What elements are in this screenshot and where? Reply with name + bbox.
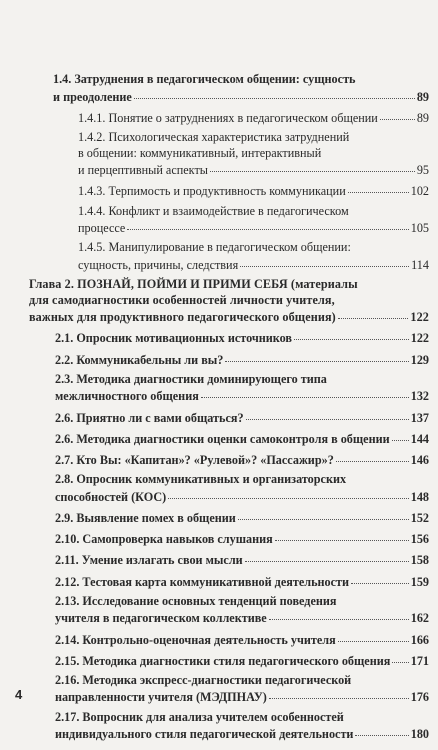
toc-entry-text: 2.15. Методика диагностики стиля педагогического общения [55, 653, 391, 668]
toc-entry-last-line [55, 725, 429, 743]
toc-entry [0, 182, 438, 200]
toc-entry-last-line [78, 256, 429, 274]
toc-entry-text: 2.7. Кто Вы: «Капитан»? «Рулевой»? «Пассажир»? [55, 453, 334, 467]
toc-entry-last-line [55, 609, 429, 627]
toc-page-number: 122 [410, 331, 429, 346]
toc-page-number: 159 [410, 574, 429, 589]
toc-entry [0, 509, 438, 527]
toc-entry-last-line [55, 631, 429, 649]
toc-chapter-entry [0, 277, 438, 326]
dot-leader [336, 449, 409, 462]
toc-page-number: 105 [410, 221, 429, 236]
toc-entry-text: и преодоление [53, 89, 132, 104]
toc-entry-text: 2.2. Коммуникабельны ли вы? [55, 352, 224, 367]
toc-entry-text: для самодиагностики особенностей личности учителя, [29, 292, 335, 307]
toc-entry-text: 1.4.3. Терпимость и продуктивность коммуникации [78, 184, 346, 199]
dot-leader [338, 629, 409, 642]
dot-leader [351, 571, 409, 584]
toc-entry-text: 2.10. Самопроверка навыков слушания [55, 532, 273, 547]
toc-entry [0, 530, 438, 548]
toc-entry-last-line [78, 109, 429, 127]
toc-entry-last-line [55, 430, 429, 448]
dot-leader [240, 254, 409, 267]
toc-entry [0, 351, 438, 369]
toc-entry-text: способностей (КОС) [55, 489, 167, 504]
toc-page-number: 148 [410, 489, 429, 504]
dot-leader [168, 486, 409, 499]
toc-entry [0, 72, 438, 105]
toc-entry-text: учителя в педагогическом коллективе [55, 611, 267, 626]
toc-entry-text: сущность, причины, следствия [78, 257, 239, 272]
toc-entry-text: 2.14. Контрольно-оценочная деятельность учителя [55, 632, 336, 647]
toc-entry-last-line [78, 219, 429, 237]
toc-entry-last-line [55, 488, 429, 506]
toc-entry-last-line [55, 509, 429, 527]
toc-entry-last-line [55, 688, 429, 706]
dot-leader [355, 723, 408, 736]
toc-entry [0, 710, 438, 743]
dot-leader [269, 686, 409, 699]
toc-entry [0, 130, 438, 179]
toc-entry-text: в общении: коммуникативный, интерактивный [78, 145, 322, 160]
toc-entry-text: 1.4. Затруднения в педагогическом общении: сущность [53, 72, 356, 86]
toc-entry-last-line [55, 387, 429, 405]
toc-entry-last-line [55, 530, 429, 548]
dot-leader [380, 107, 415, 120]
toc-page-number: 102 [410, 184, 429, 199]
toc-entry [0, 673, 438, 706]
toc-entry-text: 2.1. Опросник мотивационных источников [55, 331, 293, 346]
toc-page-number: 89 [416, 110, 429, 125]
toc-entry-text: 2.8. Опросник коммуникативных и организаторских [55, 472, 347, 487]
toc-entry [0, 409, 438, 427]
toc-entry-last-line [55, 573, 429, 591]
toc-page-number: 129 [410, 352, 429, 367]
toc-entry-text: 1.4.2. Психологическая характеристика затруднений [78, 129, 350, 144]
dot-leader [294, 327, 409, 340]
toc-entry-text: и перцептивный аспекты [78, 163, 208, 178]
toc-entry [0, 594, 438, 627]
toc-entry-text: межличностного общения [55, 389, 199, 404]
toc-entry [0, 109, 438, 127]
toc-entry [0, 551, 438, 569]
dot-leader [338, 306, 409, 319]
toc-page-number: 95 [416, 163, 429, 178]
toc-entry [0, 204, 438, 237]
dot-leader [238, 507, 409, 520]
toc-page-number: 146 [410, 453, 429, 467]
toc-entry [0, 372, 438, 405]
toc-page-number: 89 [416, 89, 429, 104]
toc-entry-last-line [29, 308, 429, 326]
dot-leader [246, 407, 409, 420]
toc-entry-last-line [78, 182, 429, 200]
toc-entry-last-line [55, 551, 429, 569]
dot-leader [210, 159, 415, 172]
dot-leader [225, 349, 408, 362]
toc-page-number: 162 [410, 611, 429, 626]
toc-entry-text: 2.9. Выявление помех в общении [55, 510, 236, 525]
toc-entry [0, 472, 438, 505]
toc-page-number: 114 [411, 257, 429, 272]
dot-leader [348, 180, 409, 193]
toc-entry-text: направленности учителя (МЭДПНАУ) [55, 690, 267, 705]
toc-entry-text: 2.6. Методика диагностики оценки самоконтроля в общении [55, 431, 390, 446]
toc-page-number: 171 [410, 653, 429, 668]
toc-entry-text: 1.4.5. Манипулирование в педагогическом общении: [78, 240, 351, 255]
toc-entry-text: Глава 2. ПОЗНАЙ, ПОЙМИ И ПРИМИ СЕБЯ (материалы [29, 277, 358, 292]
toc-entry-last-line [55, 409, 429, 427]
toc-entry-text: 2.16. Методика экспресс-диагностики педагогической [55, 672, 352, 687]
toc-entry [0, 240, 438, 273]
toc-entry-text: 1.4.1. Понятие о затруднениях в педагогическом общении [78, 110, 378, 125]
toc-entry-last-line [55, 451, 429, 469]
toc-page-number: 122 [410, 310, 429, 325]
dot-leader [269, 607, 409, 620]
toc-entry-text: 2.6. Приятно ли с вами общаться? [55, 410, 244, 425]
toc-entry-text: 1.4.4. Конфликт и взаимодействие в педагогическом [78, 203, 349, 218]
toc-page-number: 144 [410, 431, 429, 446]
toc-page-number: 137 [410, 410, 429, 425]
toc-entry-text: 2.13. Исследование основных тенденций поведения [55, 593, 337, 608]
toc-entry-text: 2.11. Умение излагать свои мысли [55, 553, 243, 568]
dot-leader [392, 428, 409, 441]
dot-leader [392, 650, 408, 663]
toc-page-number: 180 [410, 727, 429, 742]
dot-leader [275, 528, 409, 541]
toc-entry-last-line [53, 88, 429, 106]
toc-entry [0, 652, 438, 670]
toc-entry [0, 451, 438, 469]
dot-leader [245, 549, 409, 562]
toc-entry [0, 573, 438, 591]
toc-page-number: 176 [410, 690, 429, 705]
toc-entry [0, 631, 438, 649]
toc-entry [0, 430, 438, 448]
toc-page-number: 158 [410, 553, 429, 568]
dot-leader [134, 86, 415, 99]
dot-leader [127, 217, 408, 230]
toc-page-number: 166 [410, 632, 429, 647]
toc-entry-last-line [55, 351, 429, 369]
toc-entry-last-line [78, 161, 429, 179]
dot-leader [201, 385, 409, 398]
toc-entry [0, 329, 438, 347]
toc-entry-last-line [55, 652, 429, 670]
toc-page-number: 156 [410, 532, 429, 547]
page-number: 4 [15, 687, 23, 702]
toc-entry-text: важных для продуктивного педагогического общения) [29, 310, 336, 325]
toc-entry-text: 2.12. Тестовая карта коммуникативной деятельности [55, 574, 350, 589]
toc-entry-text: 2.3. Методика диагностики доминирующего типа [55, 371, 327, 386]
toc-page-number: 132 [410, 389, 429, 404]
toc-entry-text: процессе [78, 221, 126, 236]
toc-page-number: 152 [410, 510, 429, 525]
toc-entry-last-line [55, 329, 429, 347]
toc-entry-text: 2.17. Вопросник для анализа учителем особенностей [55, 709, 344, 724]
table-of-contents [0, 72, 438, 746]
toc-entry-text: индивидуального стиля педагогической деятельности [55, 727, 354, 742]
